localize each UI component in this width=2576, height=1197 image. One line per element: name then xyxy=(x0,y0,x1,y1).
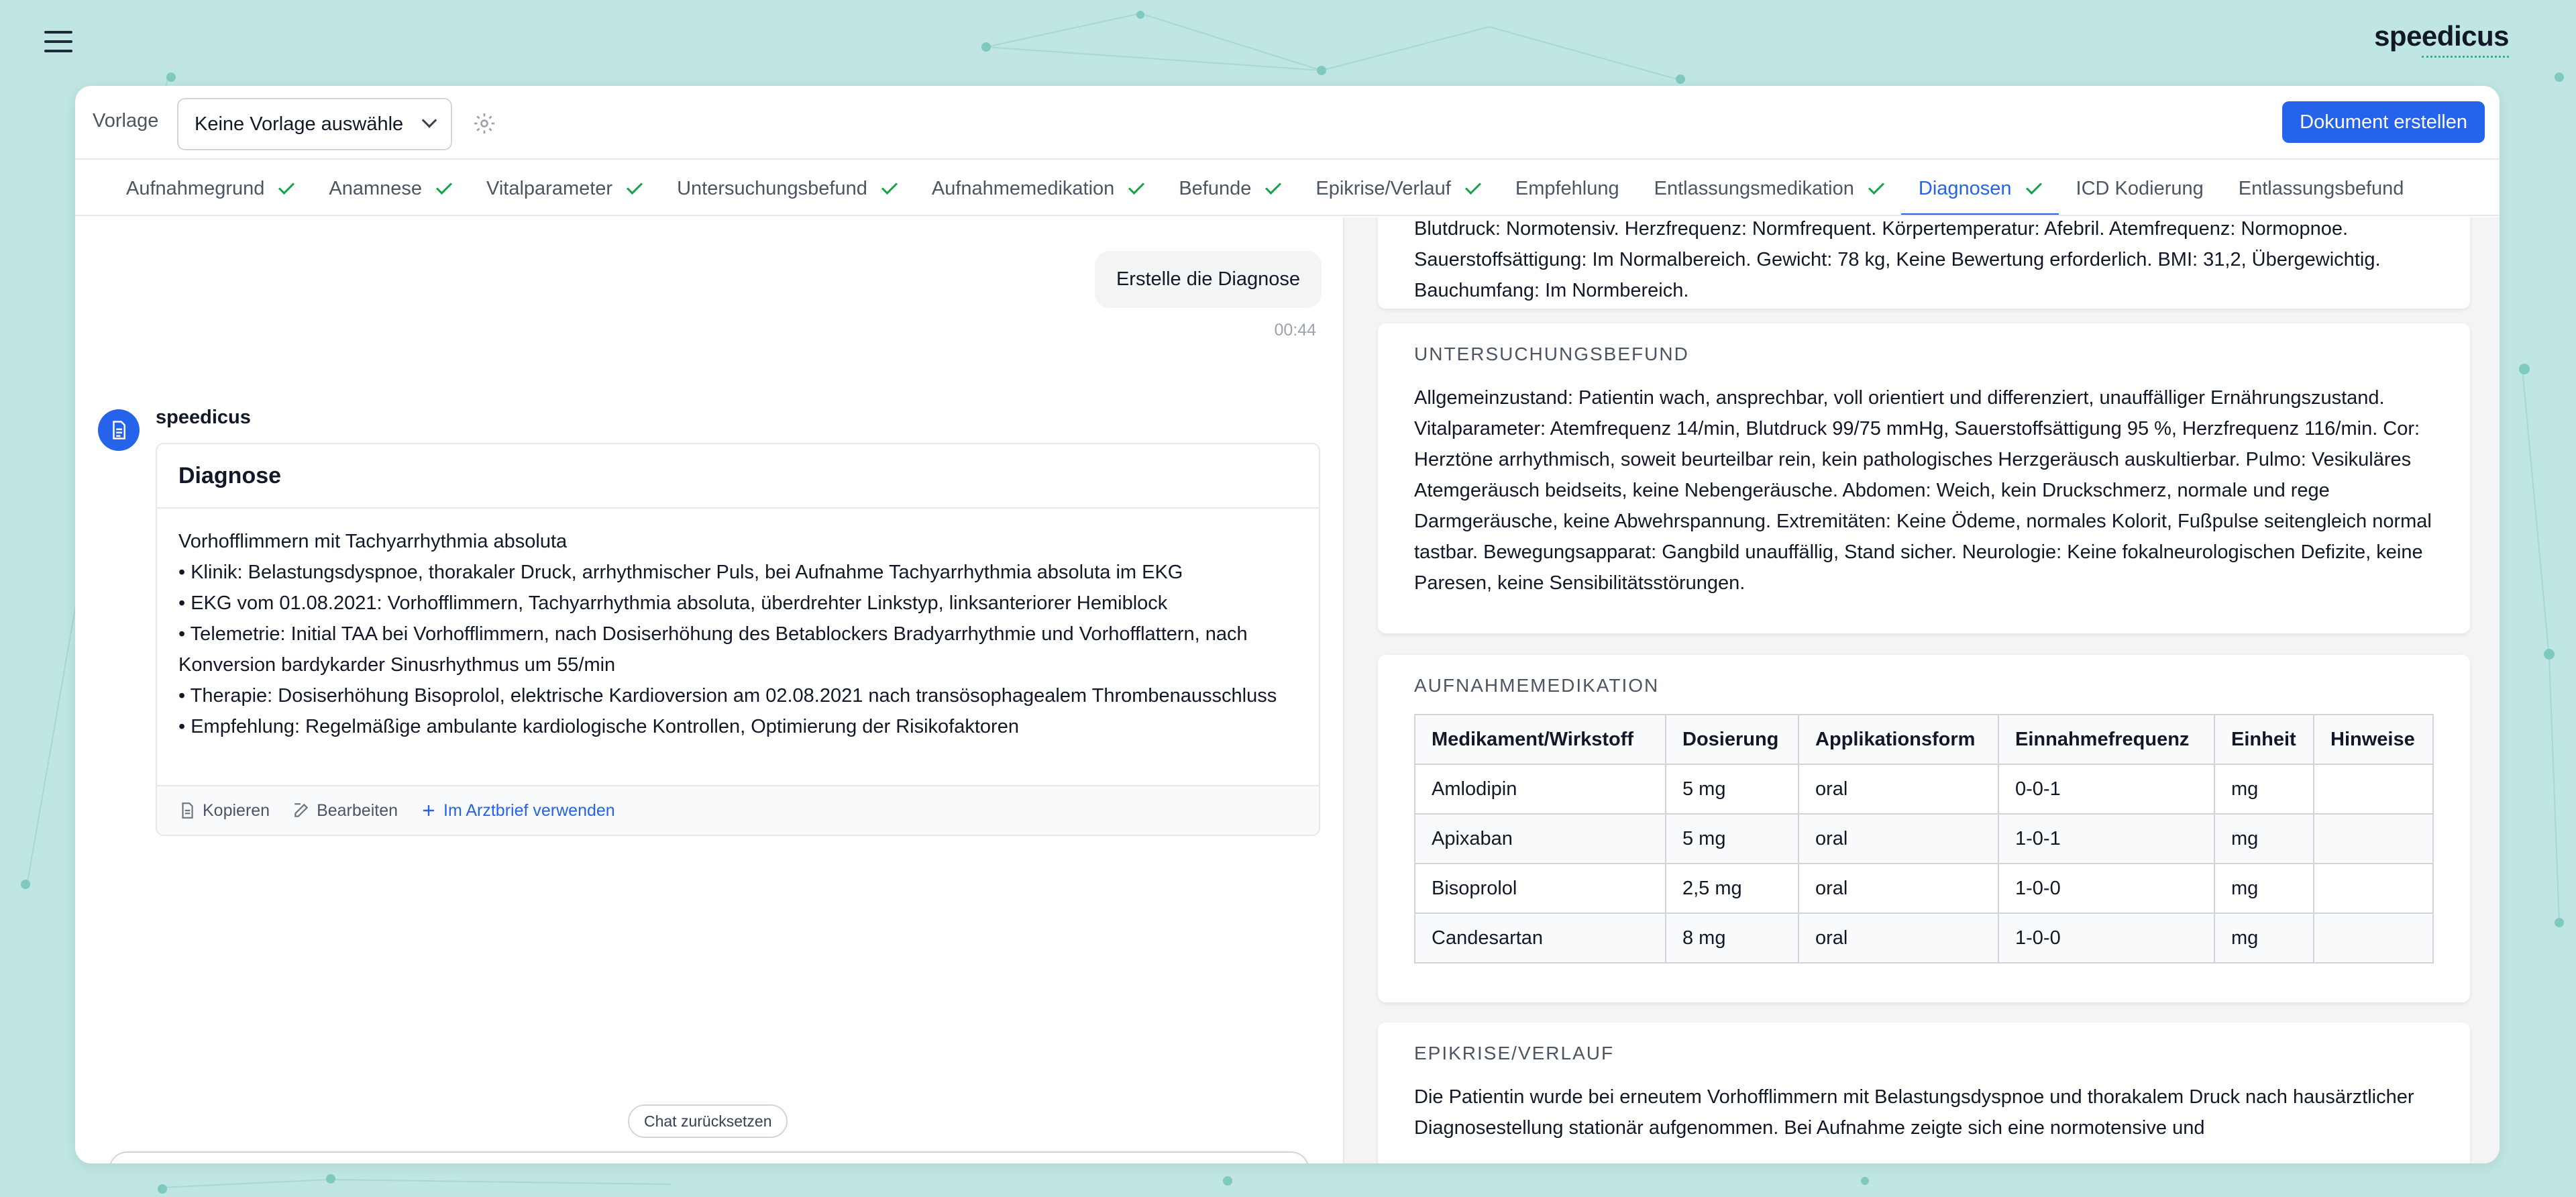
tab-label: Untersuchungsbefund xyxy=(677,177,867,199)
logo-underline xyxy=(2422,52,2509,58)
check-icon xyxy=(881,178,898,195)
untersuchungsbefund-text: Allgemeinzustand: Patientin wach, ansprechbar, voll orientiert und differenziert, unauffälliger Ernährungszustand. Vitalparameter: Atemfrequenz 14/min, Blutdruck 99/75 mmHg, Sauerstoffsättigung 95 %, Herzfrequenz 116/min. Cor: Herztöne arrhythmisch, soweit beurteilbar rein, kein pathologisches Herzgeräusch auskultierbar. Pulmo: Vesikuläres Atemgeräusch beidseits, keine Nebengeräusche. Abdomen: Weich, kein Druckschmerz, normale und rege Darmgeräusche, keine Abwehrspannung. Extremitäten: Keine Ödeme, normales Kolorit, Fußpulse seitengleich normal tastbar. Bewegungsapparat: Gangbild unauffällig, Stand sicher. Neurologie: Keine fokalneurologischen Defizite, keine Paresen, keine Sensibilitätsstörungen. xyxy=(1414,387,2432,594)
table-cell: 2,5 mg xyxy=(1666,864,1799,913)
epikrise-section xyxy=(1378,1023,2470,1163)
table-cell xyxy=(2314,814,2433,864)
table-cell: mg xyxy=(2214,814,2314,864)
table-cell: Candesartan xyxy=(1415,913,1666,963)
table-cell: 1-0-0 xyxy=(1998,864,2214,913)
table-cell: Amlodipin xyxy=(1415,764,1666,814)
table-row xyxy=(1415,864,2433,913)
tab-vitalparameter[interactable] xyxy=(469,161,659,216)
section-title: EPIKRISE/VERLAUF xyxy=(1414,1043,1615,1063)
table-cell: oral xyxy=(1799,814,1998,864)
tab-label: ICD Kodierung xyxy=(2076,177,2204,199)
table-cell: 1-0-1 xyxy=(1998,814,2214,864)
edit-icon xyxy=(292,802,310,819)
tab-anamnese[interactable] xyxy=(311,161,469,216)
create-document-button[interactable]: Dokument erstellen xyxy=(2282,101,2485,143)
column-header: Hinweise xyxy=(2314,715,2433,764)
tab-entlassungsbefund[interactable] xyxy=(2221,161,2422,216)
message-timestamp: 00:44 xyxy=(1274,321,1316,340)
tab-label: Befunde xyxy=(1179,177,1252,199)
document-icon xyxy=(109,420,129,440)
tab-label: Entlassungsbefund xyxy=(2238,177,2404,199)
check-icon xyxy=(436,178,452,195)
table-cell xyxy=(2314,864,2433,913)
tab-label: Aufnahmegrund xyxy=(126,177,265,199)
tab-aufnahmegrund[interactable] xyxy=(109,161,311,216)
table-cell xyxy=(2314,764,2433,814)
diagnosis-line: • Empfehlung: Regelmäßige ambulante kardiologische Kontrollen, Optimierung der Risikofaktoren xyxy=(178,716,1019,737)
use-in-letter-label: Im Arztbrief verwenden xyxy=(443,800,615,820)
use-in-letter-button[interactable] xyxy=(421,801,615,821)
table-cell: 5 mg xyxy=(1666,814,1799,864)
tab-label: Empfehlung xyxy=(1515,177,1619,199)
vorlage-select[interactable] xyxy=(177,98,452,150)
tab-aufnahmemedikation[interactable] xyxy=(914,161,1161,216)
tab-icd-kodierung[interactable] xyxy=(2059,161,2221,216)
table-cell: mg xyxy=(2214,864,2314,913)
table-cell: Apixaban xyxy=(1415,814,1666,864)
table-cell: 1-0-0 xyxy=(1998,913,2214,963)
column-header: Applikationsform xyxy=(1799,715,1998,764)
main-card xyxy=(75,86,2500,1163)
table-cell: 5 mg xyxy=(1666,764,1799,814)
check-icon xyxy=(627,178,643,195)
gear-icon[interactable] xyxy=(472,111,496,136)
check-icon xyxy=(1128,178,1144,195)
copy-label: Kopieren xyxy=(203,800,270,820)
section-title: AUFNAHMEMEDIKATION xyxy=(1414,675,1660,696)
chat-panel xyxy=(75,217,1343,1163)
tab-label: Entlassungsmedikation xyxy=(1654,177,1854,199)
table-cell: 0-0-1 xyxy=(1998,764,2214,814)
check-icon xyxy=(278,178,294,195)
bot-avatar xyxy=(98,409,140,451)
table-row xyxy=(1415,814,2433,864)
plus-icon xyxy=(421,802,437,819)
tab-empfehlung[interactable] xyxy=(1498,161,1637,216)
diagnosis-line: • EKG vom 01.08.2021: Vorhofflimmern, Tachyarrhythmia absoluta, überdrehter Linkstyp, linksanteriorer Hemiblock xyxy=(178,592,1168,614)
check-icon xyxy=(1465,178,1481,195)
vitalparameter-section xyxy=(1378,217,2470,309)
diagnosis-line: • Telemetrie: Initial TAA bei Vorhofflimmern, nach Dosiserhöhung des Betablockers Bradyarrhythmie und Vorhofflattern, nach Konversion bardykarder Sinusrhythmus um 55/min xyxy=(178,623,1248,676)
copy-button[interactable] xyxy=(178,801,270,821)
column-header: Einheit xyxy=(2214,715,2314,764)
check-icon xyxy=(1265,178,1281,195)
document-panel[interactable] xyxy=(1344,217,2500,1163)
bot-name: speedicus xyxy=(156,407,251,428)
chat-input-box xyxy=(109,1151,1309,1163)
speedicus-logo: speedicus xyxy=(2374,20,2509,52)
diagnosis-body xyxy=(157,509,1319,785)
edit-label: Bearbeiten xyxy=(317,800,398,820)
hamburger-menu-icon[interactable] xyxy=(42,27,75,56)
tab-epikrise-verlauf[interactable] xyxy=(1298,161,1498,216)
tab-untersuchungsbefund[interactable] xyxy=(659,161,914,216)
copy-icon xyxy=(178,802,196,819)
tab-label: Vitalparameter xyxy=(486,177,613,199)
user-message: Erstelle die Diagnose xyxy=(1095,251,1322,308)
tab-befunde[interactable] xyxy=(1161,161,1298,216)
tab-entlassungsmedikation[interactable] xyxy=(1637,161,1901,216)
column-header: Medikament/Wirkstoff xyxy=(1415,715,1666,764)
table-cell: mg xyxy=(2214,913,2314,963)
diagnosis-card xyxy=(156,443,1320,836)
check-icon xyxy=(1868,178,1884,195)
table-cell: 8 mg xyxy=(1666,913,1799,963)
tab-label: Diagnosen xyxy=(1918,177,2012,199)
untersuchungsbefund-section xyxy=(1378,323,2470,633)
section-title: UNTERSUCHUNGSBEFUND xyxy=(1414,344,1689,364)
vorlage-label: Vorlage xyxy=(93,110,159,132)
aufnahmemedikation-section xyxy=(1378,655,2470,1002)
tab-label: Aufnahmemedikation xyxy=(931,177,1115,199)
table-header-row xyxy=(1415,715,2433,764)
table-cell xyxy=(2314,913,2433,963)
chevron-down-icon xyxy=(422,113,437,128)
table-cell: oral xyxy=(1799,913,1998,963)
message-actions xyxy=(157,785,1319,835)
column-header: Dosierung xyxy=(1666,715,1799,764)
toolbar xyxy=(75,86,2500,160)
section-tabs xyxy=(75,161,2500,216)
diagnosis-line: • Therapie: Dosiserhöhung Bisoprolol, elektrische Kardioversion am 02.08.2021 nach transösophagealem Thrombenausschluss xyxy=(178,685,1277,707)
column-header: Einnahmefrequenz xyxy=(1998,715,2214,764)
table-cell: oral xyxy=(1799,864,1998,913)
diagnosis-line: Vorhofflimmern mit Tachyarrhythmia absoluta xyxy=(178,531,568,552)
table-cell: oral xyxy=(1799,764,1998,814)
vorlage-select-value: Keine Vorlage auswähle xyxy=(195,113,404,135)
epikrise-text: Die Patientin wurde bei erneutem Vorhofflimmern mit Belastungsdyspnoe und thorakalem Druck nach hausärztlicher Diagnosestellung stationär aufgenommen. Bei Aufnahme zeigte sich eine normotensive und xyxy=(1414,1086,2414,1139)
table-cell: mg xyxy=(2214,764,2314,814)
diagnosis-line: • Klinik: Belastungsdyspnoe, thorakaler Druck, arrhythmischer Puls, bei Aufnahme Tachyarrhythmia absoluta im EKG xyxy=(178,562,1183,583)
medication-table xyxy=(1414,714,2434,964)
reset-chat-button[interactable]: Chat zurücksetzen xyxy=(628,1104,788,1138)
tab-diagnosen[interactable] xyxy=(1901,161,2059,216)
tab-label: Epikrise/Verlauf xyxy=(1316,177,1451,199)
edit-button[interactable] xyxy=(292,801,398,821)
tab-label: Anamnese xyxy=(329,177,423,199)
table-row xyxy=(1415,764,2433,814)
vitalparameter-text: Blutdruck: Normotensiv. Herzfrequenz: Normfrequent. Körpertemperatur: Afebril. Atemfrequenz: Normopnoe. Sauerstoffsättigung: Im Normalbereich. Gewicht: 78 kg, Keine Bewertung erforderlich. BMI: 31,2, Übergewichtig. Bauchumfang: Im Normbereich. xyxy=(1414,218,2381,301)
diagnosis-card-title: Diagnose xyxy=(157,444,1319,509)
check-icon xyxy=(2026,178,2042,195)
table-cell: Bisoprolol xyxy=(1415,864,1666,913)
table-row xyxy=(1415,913,2433,963)
